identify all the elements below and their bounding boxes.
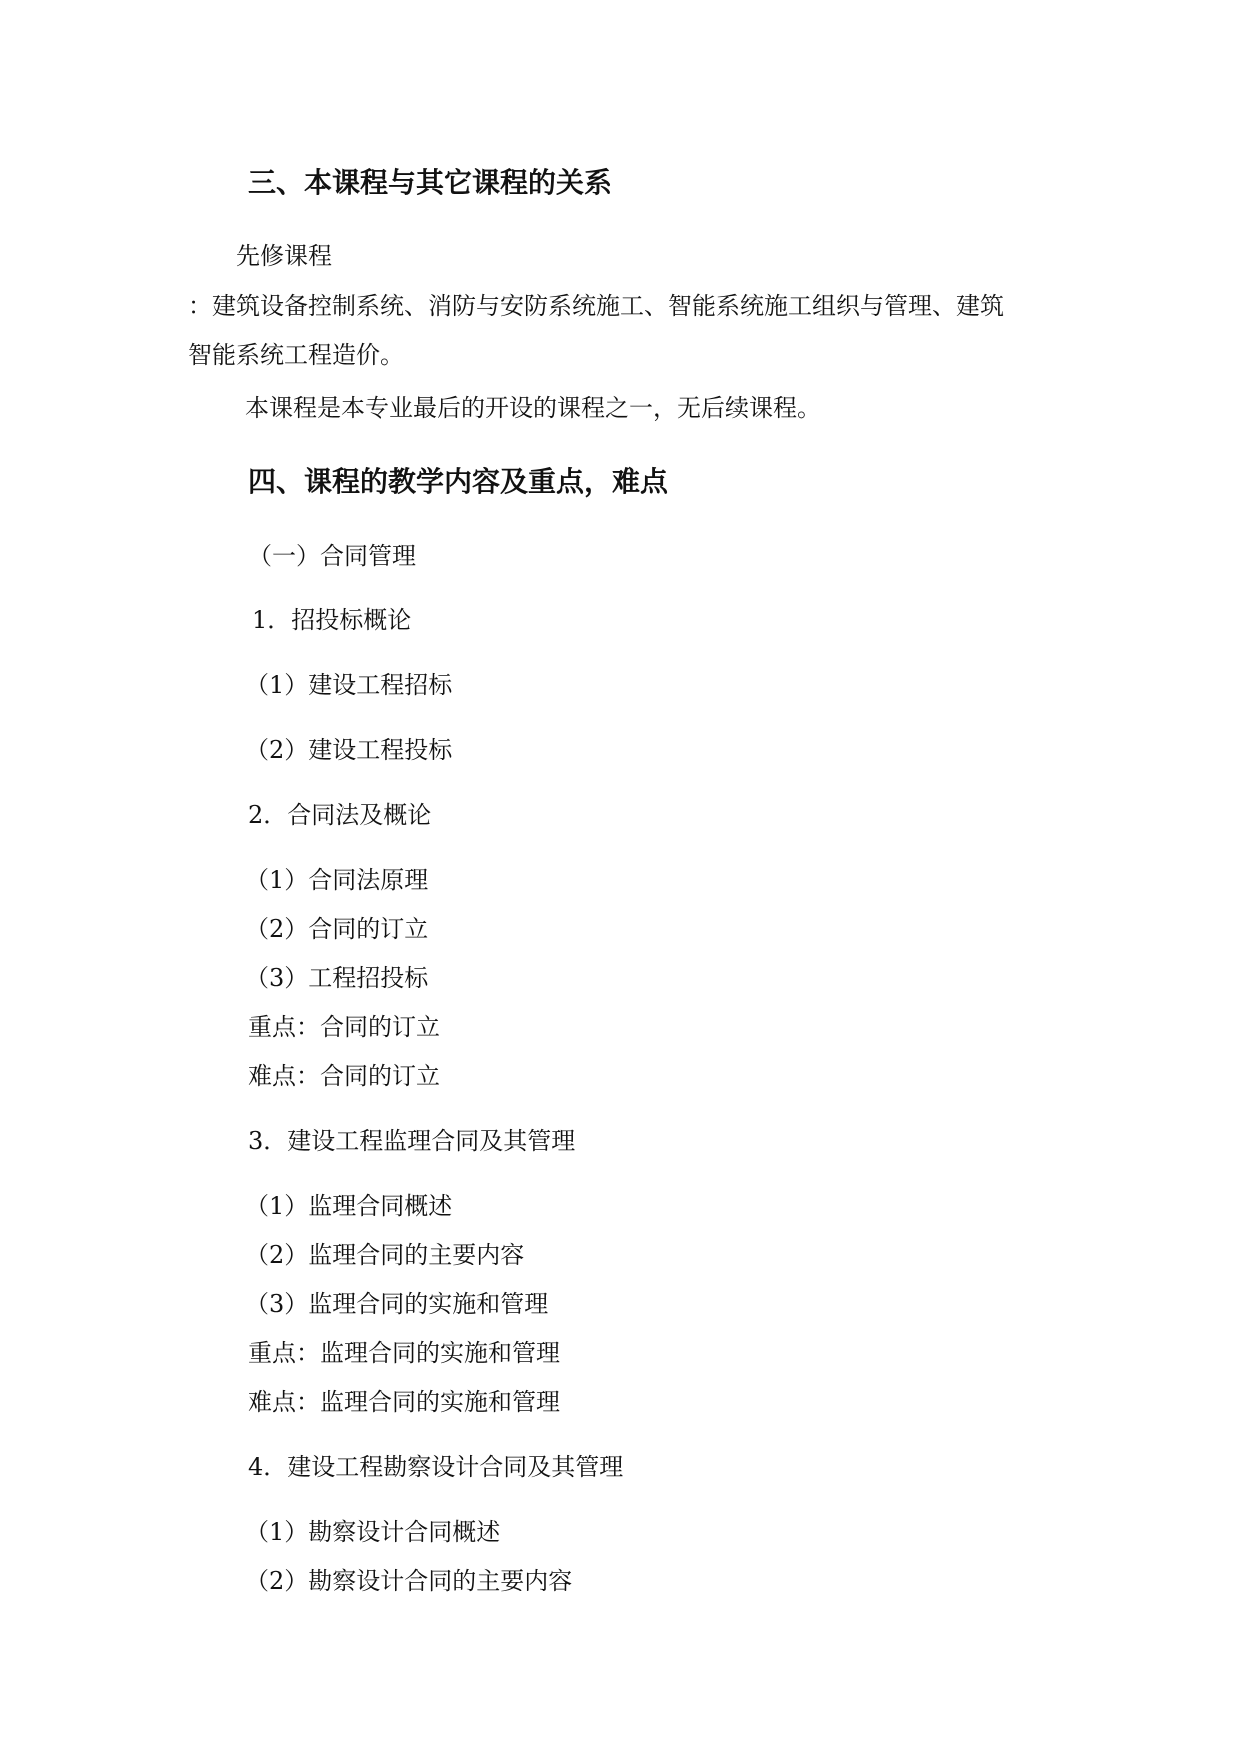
prereq-label: 先修课程 [236,242,332,270]
prereq-line-2: 智能系统工程造价。 [188,341,404,369]
item2-key-point: 重点：合同的订立 [248,1013,440,1041]
part1-title: （一）合同管理 [248,542,416,570]
item2-title: 2．合同法及概论 [248,801,432,829]
item2-sub3: （3）工程招投标 [245,964,429,992]
item2-difficulty: 难点：合同的订立 [248,1062,440,1090]
item3-sub1: （1）监理合同概述 [245,1192,453,1220]
prereq-line-1: ：建筑设备控制系统、消防与安防系统施工、智能系统施工组织与管理、建筑 [188,292,1004,320]
item1-title: 1．招投标概论 [252,606,412,634]
item4-sub1: （1）勘察设计合同概述 [245,1518,501,1546]
item3-sub2: （2）监理合同的主要内容 [245,1241,525,1269]
item2-sub1: （1）合同法原理 [245,866,429,894]
section3-heading: 三、本课程与其它课程的关系 [248,166,613,199]
item3-sub3: （3）监理合同的实施和管理 [245,1290,549,1318]
item1-sub2: （2）建设工程投标 [245,736,453,764]
item3-difficulty: 难点：监理合同的实施和管理 [248,1388,560,1416]
item3-key-point: 重点：监理合同的实施和管理 [248,1339,560,1367]
item1-sub1: （1）建设工程招标 [245,671,453,699]
followup-text: 本课程是本专业最后的开设的课程之一，无后续课程。 [245,394,821,422]
item4-sub2: （2）勘察设计合同的主要内容 [245,1567,573,1595]
item2-sub2: （2）合同的订立 [245,915,429,943]
item3-title: 3．建设工程监理合同及其管理 [248,1127,576,1155]
item4-title: 4．建设工程勘察设计合同及其管理 [248,1453,624,1481]
section4-heading: 四、课程的教学内容及重点，难点 [248,465,669,498]
